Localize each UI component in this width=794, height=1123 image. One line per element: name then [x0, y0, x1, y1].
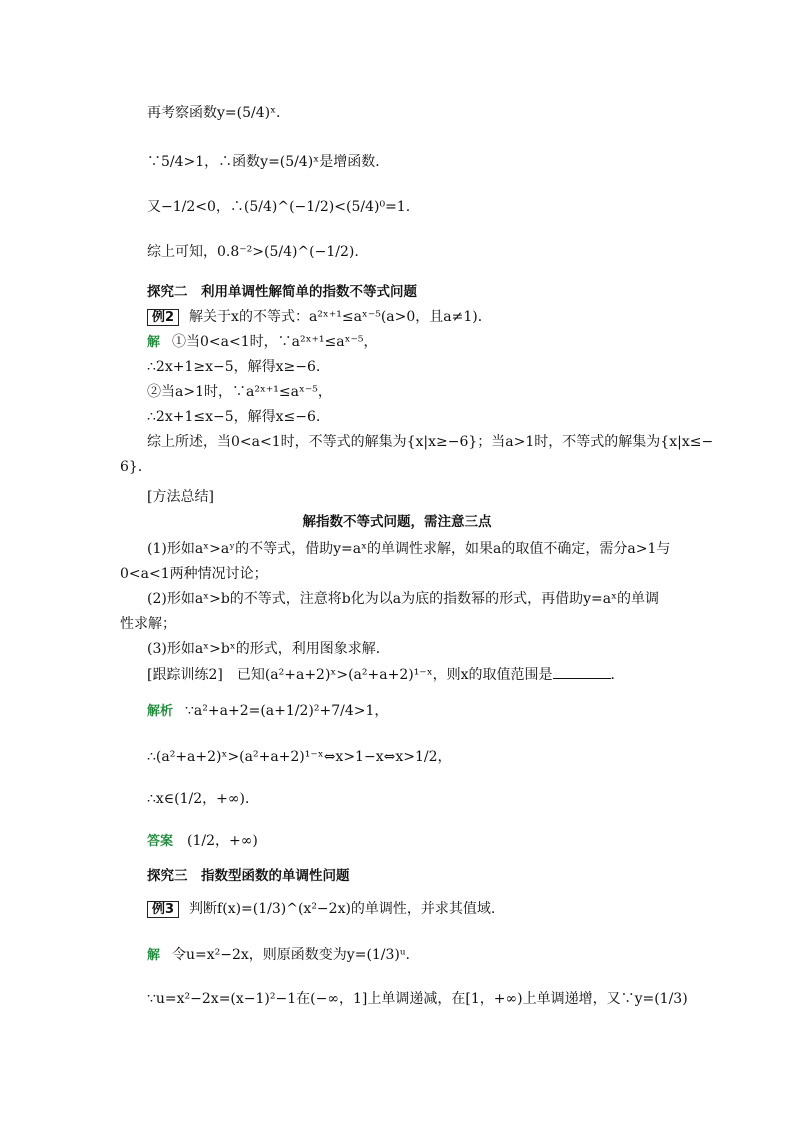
solution-step-4: ∴2x+1≤x−5，解得x≤−6.	[147, 409, 321, 425]
solution-3-label: 解	[147, 948, 161, 963]
example-3-tag: 例3	[147, 901, 179, 918]
answer-value: (1/2，+∞)	[187, 833, 258, 849]
method-point-2a: (2)形如aˣ>b的不等式，注意将b化为以a为底的指数幂的形式，再借助y=aˣ的单调	[147, 591, 660, 607]
section-heading-2: 探究二 利用单调性解简单的指数不等式问题	[147, 284, 417, 300]
solution-3-line-1	[147, 946, 410, 965]
trace-training-2	[147, 666, 625, 684]
solution-label: 解	[147, 335, 161, 350]
analysis-line-1	[147, 702, 388, 721]
trace-training-end: ．	[610, 667, 625, 683]
method-summary-label: [方法总结]	[147, 489, 214, 505]
method-point-2b: 性求解；	[120, 616, 176, 632]
line-increasing-function: ∵5/4>1，∴函数y=(5/4)ˣ是增函数．	[147, 154, 390, 170]
answer-label: 答案	[147, 834, 174, 849]
section-heading-3: 探究三 指数型函数的单调性问题	[147, 868, 350, 884]
analysis-step-1: ∵a²+a+2=(a+1/2)²+7/4>1，	[185, 703, 389, 719]
analysis-label: 解析	[147, 704, 174, 719]
solution-step-3: ②当a>1时，∵a²ˣ⁺¹≤aˣ⁻⁵，	[147, 384, 332, 400]
method-summary-title: 解指数不等式问题，需注意三点	[302, 514, 492, 530]
solution-3-step-2: ∵u=x²−2x=(x−1)²−1在(−∞，1]上单调递减，在[1，+∞)上单调递增，又∵y=(1/3)	[147, 991, 688, 1007]
solution-summary-2: 6}．	[120, 459, 152, 475]
example-2-text: 解关于x的不等式：a²ˣ⁺¹≤aˣ⁻⁵(a>0，且a≠1)．	[189, 309, 492, 325]
method-point-3: (3)形如aˣ>bˣ的形式，利用图象求解．	[147, 641, 390, 657]
solution-step-2: ∴2x+1≥x−5，解得x≥−6.	[147, 359, 321, 375]
answer-line	[147, 832, 258, 851]
example-2-tag: 例2	[147, 309, 179, 326]
example-3-text: 判断f(x)=(1/3)^(x²−2x)的单调性，并求其值域.	[189, 901, 496, 917]
analysis-step-3: ∴x∈(1/2，+∞)．	[147, 791, 260, 807]
line-compare-power: 又−1/2<0，∴(5/4)^(−1/2)<(5/4)⁰=1.	[147, 199, 411, 215]
solution-line-1	[147, 333, 378, 352]
solution-summary-1: 综上所述，当0<a<1时，不等式的解集为{x|x≥−6}；当a>1时，不等式的解集为{x|x≤−	[147, 434, 714, 450]
solution-3-step-1: 令u=x²−2x，则原函数变为y=(1/3)ᵘ.	[172, 947, 410, 963]
line-consider-function: 再考察函数y=(5/4)ˣ.	[147, 105, 281, 121]
method-point-1a: (1)形如aˣ>aʸ的不等式，借助y=aˣ的单调性求解，如果a的取值不确定，需分a>1与	[147, 541, 671, 557]
method-point-1b: 0<a<1两种情况讨论；	[120, 566, 268, 582]
solution-step-1: ①当0<a<1时，∵a²ˣ⁺¹≤aˣ⁻⁵，	[172, 334, 378, 350]
line-conclusion: 综上可知，0.8⁻²>(5/4)^(−1/2).	[147, 244, 359, 260]
trace-training-text: [跟踪训练2] 已知(a²+a+2)ˣ>(a²+a+2)¹⁻ˣ，则x的取值范围是	[147, 667, 553, 683]
example-3-line	[147, 900, 495, 918]
analysis-step-2: ∴(a²+a+2)ˣ>(a²+a+2)¹⁻ˣ⇔x>1−x⇔x>1/2，	[147, 749, 452, 765]
example-2-line	[147, 308, 492, 326]
answer-blank	[553, 666, 611, 679]
